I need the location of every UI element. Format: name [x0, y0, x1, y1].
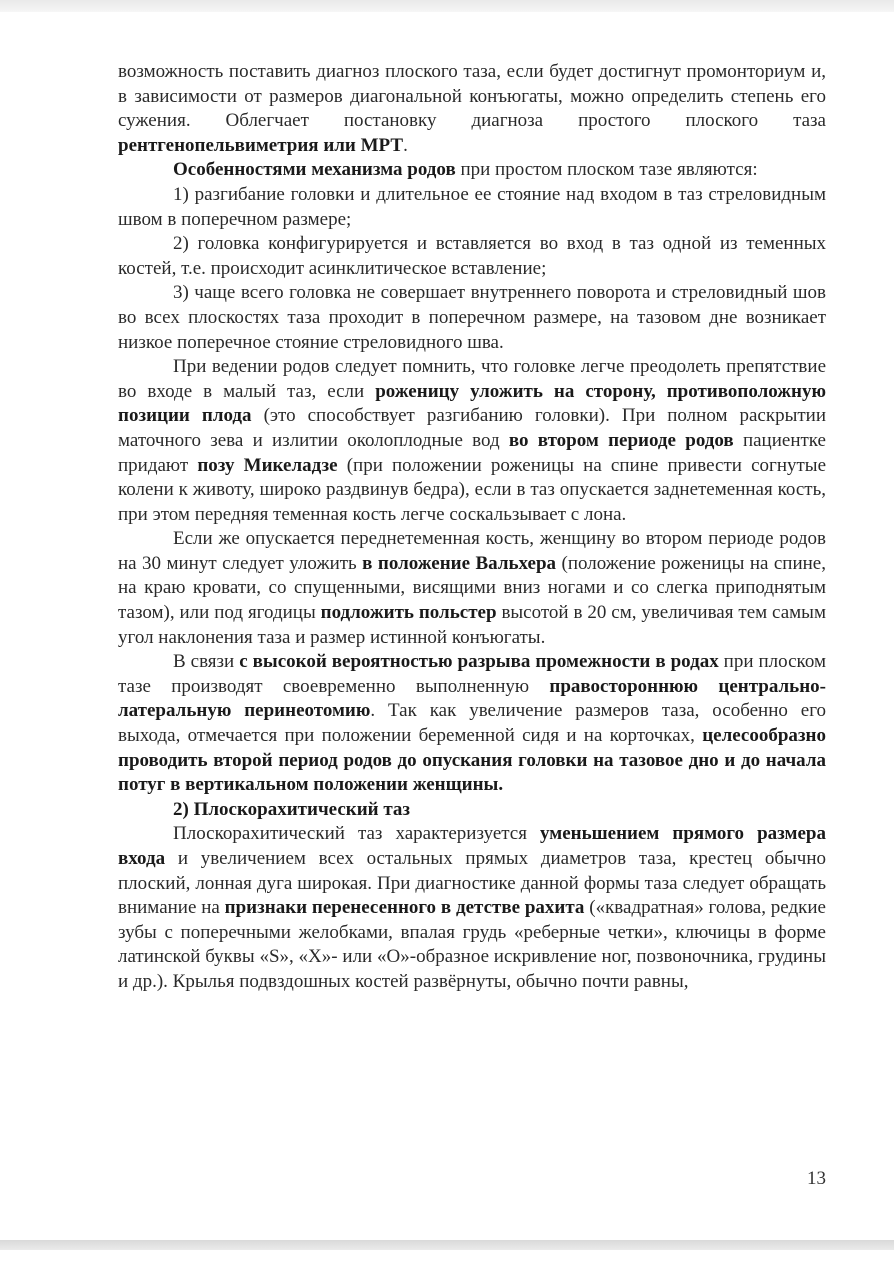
scan-top-edge	[0, 0, 894, 12]
bold-text: с высокой вероятностью разрыва промежности в родах	[239, 651, 719, 673]
scan-bottom-edge	[0, 1240, 894, 1250]
paragraph	[118, 60, 826, 158]
text-segment: возможность поставить диагноз плоского таза, если будет достигнут промонториум и, в зависимости от размеров диагональной конъюгаты, можно определить степень его сужения. Облегчает постановку диагноза простого плоского таза	[118, 61, 826, 132]
bold-text: в положение Вальхера	[362, 552, 557, 574]
paragraph	[118, 232, 826, 281]
text-segment: и увеличением всех остальных прямых диаметров таза, крестец обычно плоский, лонная дуга широкая. При диагностике данной формы таза следует обращать внимание на	[118, 848, 826, 919]
text-segment: 3) чаще всего головка не совершает внутреннего поворота и стреловидный шов во всех плоскостях таза проходит в поперечном размере, на тазовом дне возникает низкое поперечное стояние стреловидного шва.	[118, 282, 826, 353]
paragraph	[118, 527, 826, 650]
bold-text: целесообразно проводить второй период родов до опускания головки на тазовое дно и до начала потуг в вертикальном положении женщины.	[118, 725, 826, 796]
text-segment: Плоскорахитический таз характеризуется	[173, 823, 541, 845]
document-page	[118, 60, 826, 995]
paragraph	[118, 183, 826, 232]
section-heading: 2) Плоскорахитический таз	[173, 798, 411, 820]
body-text	[118, 60, 826, 798]
bold-text: рентгенопельвиметрия или МРТ	[118, 134, 404, 156]
bold-text: во втором периоде родов	[508, 429, 734, 451]
text-segment: при простом плоском тазе являются:	[455, 159, 758, 181]
paragraph	[118, 158, 826, 183]
text-segment: 2) головка конфигурируется и вставляется во вход в таз одной из теменных костей, т.е. происходит асинклитическое вставление;	[118, 233, 826, 279]
text-segment: (положение роженицы на спине, на краю кровати, со спущенными, висящими вниз ногами и со слегка приподнятым тазом), или под ягодицы	[118, 552, 826, 624]
text-segment: (это способствует разгибанию головки). При полном раскрытии маточного зева и излитии околоплодные вод	[118, 405, 827, 451]
text-segment: 1) разгибание головки и длительное ее стояние над входом в таз стреловидным швом в поперечном размере;	[118, 183, 826, 230]
text-segment: («квадратная» голова, редкие зубы с поперечными желобками, впалая грудь «реберные четки», ключицы в форме латинской буквы «S», «X»- или «O»-образное искривление ног, позвоночника, грудины и др.). Крылья подвздошных костей развёрнуты, обычно почти равны,	[118, 897, 826, 992]
paragraph	[118, 650, 826, 798]
bold-text: уменьшением прямого размера входа	[118, 823, 826, 869]
text-segment: При ведении родов следует помнить, что головке легче преодолеть препятствие во входе в малый таз, если	[118, 356, 826, 402]
text-segment: В связи	[173, 651, 240, 673]
bold-text: правостороннюю центрально-латеральную перинеотомию	[118, 675, 826, 722]
bold-text: роженицу уложить на сторону, противоположную позиции плода	[118, 380, 826, 427]
text-segment: Если же опускается переднетеменная кость, женщину во втором периоде родов на 30 минут следует уложить	[118, 528, 826, 574]
bold-text: признаки перенесенного в детстве рахита	[224, 897, 585, 919]
page-number: 13	[807, 1168, 826, 1189]
text-segment: пациентке придают	[118, 429, 826, 476]
bold-text: Особенностями механизма родов	[173, 159, 456, 181]
paragraph	[118, 281, 826, 355]
paragraph	[118, 355, 826, 527]
text-segment: . Так как увеличение размеров таза, особенно его выхода, отмечается при положении беременной сидя и на корточках,	[118, 700, 827, 747]
bold-text: подложить польстер	[320, 602, 497, 624]
text-segment: .	[403, 134, 408, 156]
text-segment: высотой в 20 см, увеличивая тем самым угол наклонения таза и размер истинной конъюгаты.	[118, 602, 826, 648]
paragraph	[118, 822, 826, 994]
bold-text: позу Микеладзе	[197, 454, 338, 476]
text-segment: при плоском тазе производят своевременно выполненную	[118, 651, 826, 697]
section-text	[118, 822, 826, 994]
text-segment: (при положении роженицы на спине привести согнутые колени к животу, широко раздвинув бедра), если в таз опускается заднетеменная кость, при этом передняя теменная кость легче соскальзывает с лона.	[118, 454, 826, 525]
